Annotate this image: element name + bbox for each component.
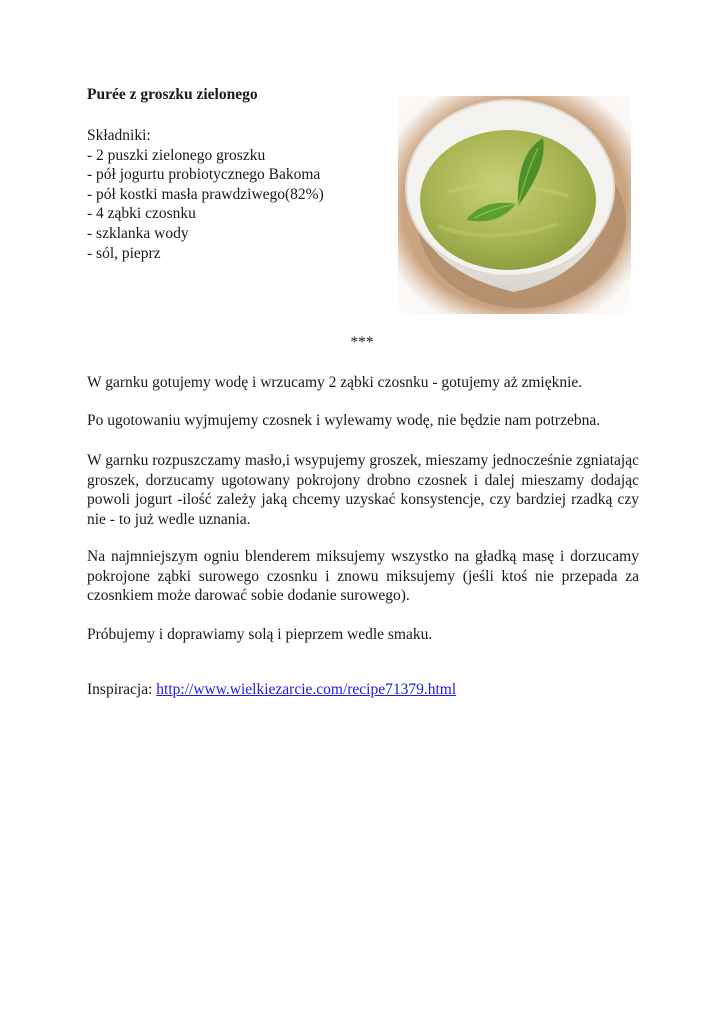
step-paragraph: Próbujemy i doprawiamy solą i pieprzem wedle smaku. [87,626,433,643]
step-paragraph: Na najmniejszym ogniu blenderem miksujemy wszystko na gładką masę i dorzucamy pokrojone ząbki surowego czosnku i znowu miksujemy (jeśli ktoś nie przepada za czosnkiem może darować sobie dodanie surowego). [87,548,639,605]
inspiration-label: Inspiracja: [87,681,157,698]
ingredient-item: - sól, pieprz [87,244,161,262]
ingredients-heading: Składniki: [87,127,151,144]
inspiration-link[interactable]: http://www.wielkiezarcie.com/recipe71379.html [156,681,457,698]
ingredient-item: - 2 puszki zielonego groszku [87,146,266,164]
step-paragraph: W garnku gotujemy wodę i wrzucamy 2 ząbki czosnku - gotujemy aż zmięknie. [87,374,583,391]
ingredients-list [87,126,324,263]
recipe-title: Purée z groszku zielonego [87,86,258,103]
inspiration-line [87,681,456,699]
ingredient-item: - szklanka wody [87,224,189,242]
separator: *** [350,334,374,351]
puree-bowl-photo [398,96,631,314]
step-paragraph: Po ugotowaniu wyjmujemy czosnek i wylewamy wodę, nie będzie nam potrzebna. [87,412,601,429]
ingredient-item: - pół kostki masła prawdziwego(82%) [87,185,324,203]
ingredient-item: - 4 ząbki czosnku [87,205,196,223]
step-paragraph: W garnku rozpuszczamy masło,i wsypujemy groszek, mieszamy jednocześnie zgniatając groszek, dorzucamy ugotowany pokrojony drobno czosnek i dalej mieszamy dodając powoli jogurt -ilość zależy jaką chcemy uzyskać konsystencje, czy bardziej rzadką czy nie - to już wedle uznania. [87,452,639,528]
ingredient-item: - pół jogurtu probiotycznego Bakoma [87,166,321,184]
